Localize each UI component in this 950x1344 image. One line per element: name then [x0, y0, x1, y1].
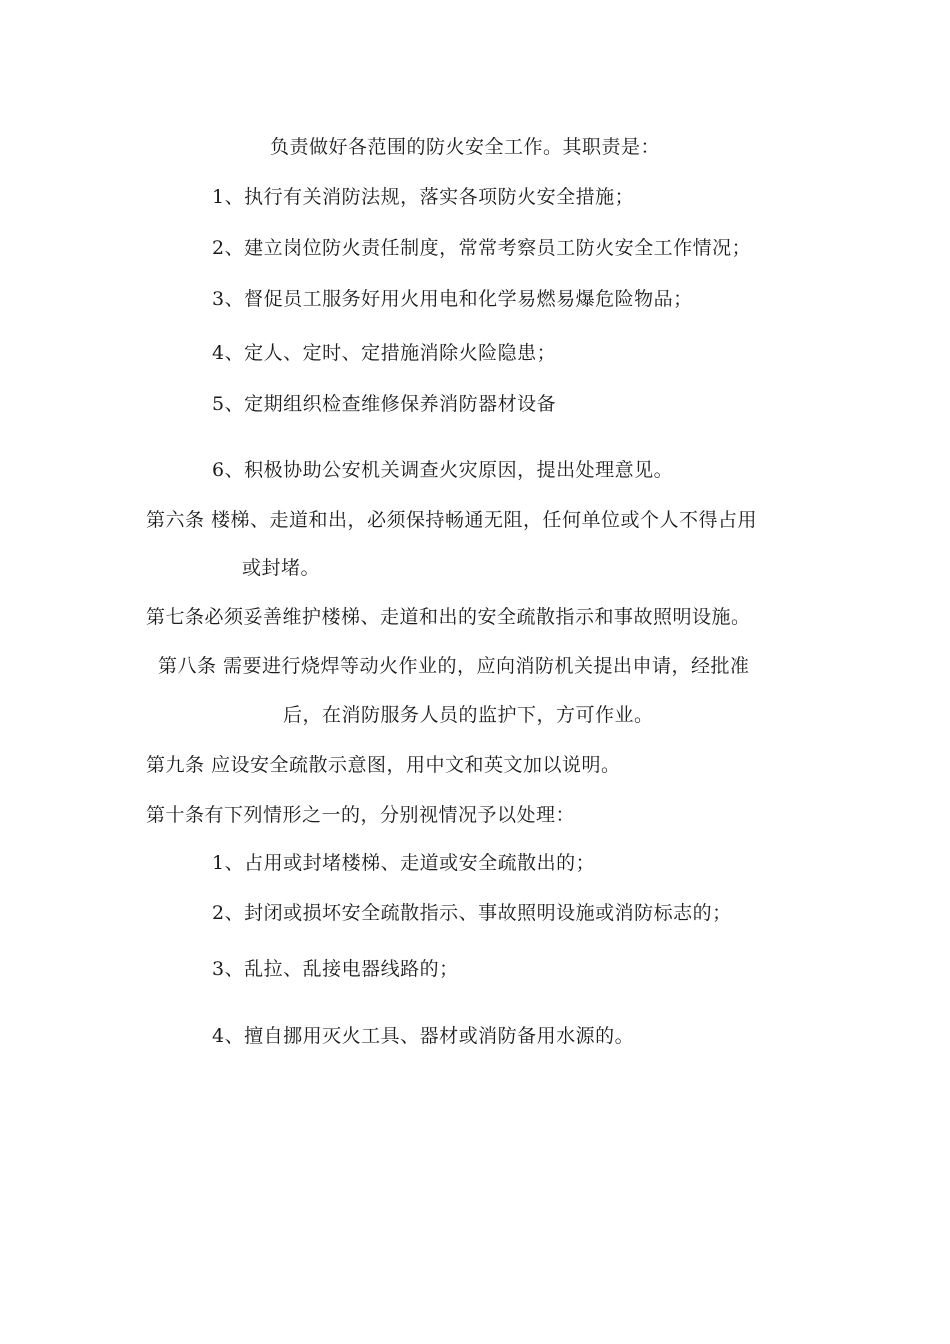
- violation-item: 1、占用或封堵楼梯、走道或安全疏散出的；: [212, 852, 596, 874]
- article-7: 第七条必须妥善维护楼梯、走道和出的安全疏散指示和事故照明设施。: [146, 606, 751, 628]
- duty-item: 6、积极协助公安机关调查火灾原因，提出处理意见。: [212, 459, 674, 481]
- duty-item: 3、督促员工服务好用火用电和化学易燃易爆危险物品；: [212, 288, 693, 310]
- article-10: 第十条有下列情形之一的，分别视情况予以处理：: [146, 804, 576, 826]
- violation-item: 3、乱拉、乱接电器线路的；: [212, 958, 459, 980]
- violation-item: 4、擅自挪用灭火工具、器材或消防备用水源的。: [212, 1025, 635, 1047]
- intro-text: 负责做好各范围的防火安全工作。其职责是：: [270, 136, 661, 158]
- article-6-line-1: 第六条 楼梯、走道和出，必须保持畅通无阻，任何单位或个人不得占用: [146, 509, 758, 531]
- duty-item: 1、执行有关消防法规，落实各项防火安全措施；: [212, 186, 635, 208]
- article-8-line-1: 第八条 需要进行烧焊等动火作业的，应向消防机关提出申请，经批准: [158, 655, 750, 677]
- violation-item: 2、封闭或损坏安全疏散指示、事故照明设施或消防标志的；: [212, 902, 732, 924]
- duty-item: 5、定期组织检查维修保养消防器材设备: [212, 393, 557, 415]
- duty-item: 2、建立岗位防火责任制度，常常考察员工防火安全工作情况；: [212, 237, 752, 259]
- duty-item: 4、定人、定时、定措施消除火险隐患；: [212, 342, 557, 364]
- article-6-line-2: 或封堵。: [242, 557, 321, 579]
- article-8-line-2: 后，在消防服务人员的监护下，方可作业。: [283, 704, 654, 726]
- article-9: 第九条 应设安全疏散示意图，用中文和英文加以说明。: [146, 754, 621, 776]
